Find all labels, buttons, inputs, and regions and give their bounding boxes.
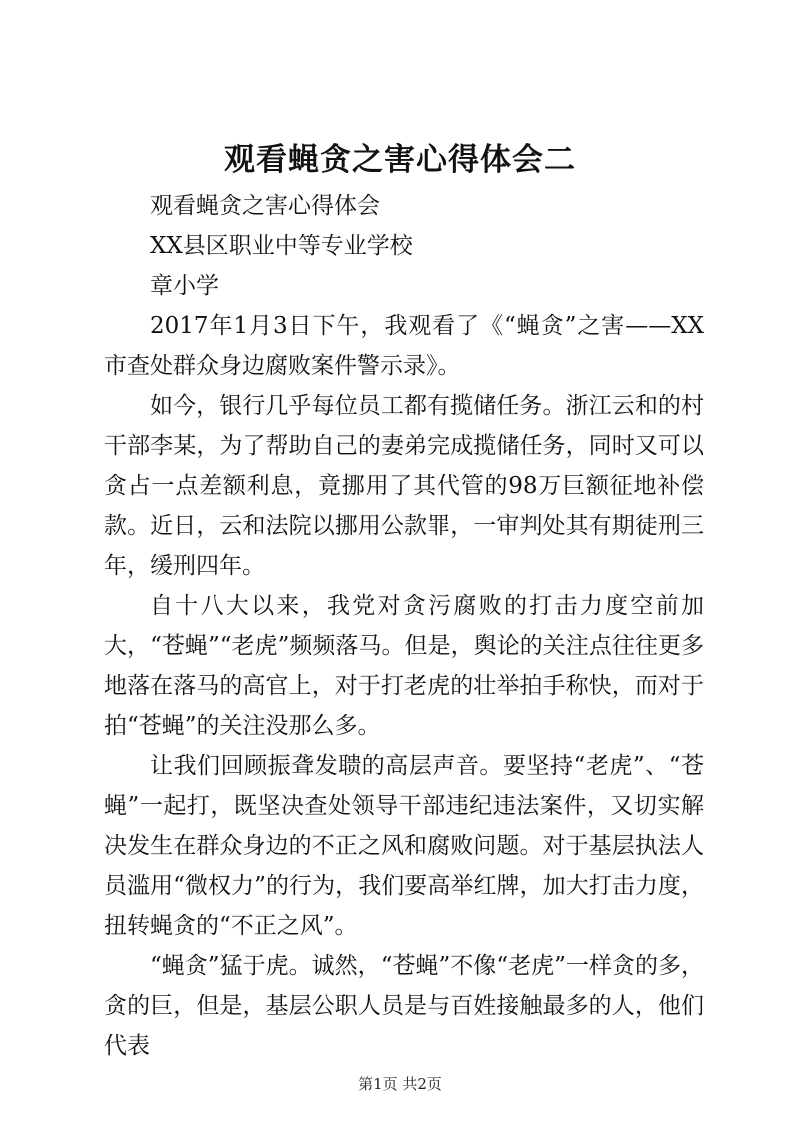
- paragraph-intro: 2017年1月3日下午，我观看了《“蝇贪”之害——XX市查处群众身边腐败案件警示录》。: [104, 313, 704, 379]
- document-body: [104, 186, 704, 1066]
- paragraph-subtitle: 观看蝇贪之害心得体会: [150, 193, 380, 219]
- paragraph-context: 自十八大以来，我党对贪污腐败的打击力度空前加大，“苍蝇”“老虎”频频落马。但是，舆论的关注点往往更多地落在落马的高官上，对于打老虎的壮举拍手称快，而对于拍“苍蝇”的关注没那么多。: [104, 593, 704, 739]
- paragraph-argument: “蝇贪”猛于虎。诚然，“苍蝇”不像“老虎”一样贪的多，贪的巨，但是，基层公职人员是与百姓接触最多的人，他们代表: [104, 953, 704, 1059]
- paragraph-author: 章小学: [150, 273, 219, 299]
- paragraph-case: 如今，银行几乎每位员工都有揽储任务。浙江云和的村干部李某，为了帮助自己的妻弟完成揽储任务，同时又可以贪占一点差额利息，竟挪用了其代管的98万巨额征地补偿款。近日，云和法院以挪用公款罪，一审判处其有期徒刑三年，缓刑四年。: [104, 393, 704, 579]
- paragraph-policy: 让我们回顾振聋发聩的高层声音。要坚持“老虎”、“苍蝇”一起打，既坚决查处领导干部违纪违法案件，又切实解决发生在群众身边的不正之风和腐败问题。对于基层执法人员滥用“微权力”的行为，我们要高举红牌，加大打击力度，扭转蝇贪的“不正之风”。: [104, 753, 704, 939]
- paragraph-school: XX县区职业中等专业学校: [150, 233, 413, 259]
- page-number-footer: 第1页 共2页: [358, 1075, 442, 1093]
- document-title: 观看蝇贪之害心得体会二: [224, 142, 576, 178]
